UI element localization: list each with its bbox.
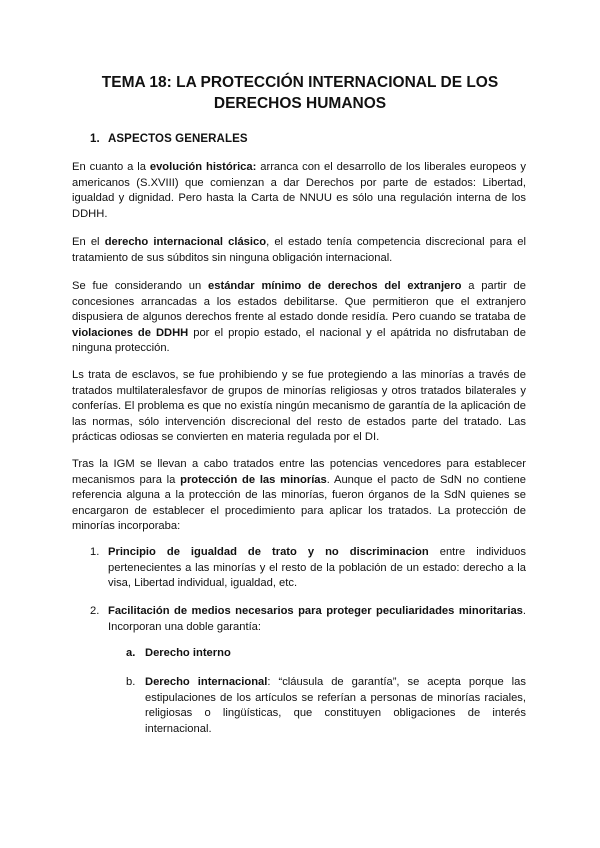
text-run: En cuanto a la xyxy=(72,161,150,173)
text-run: . Aunque el pacto de SdN no contiene referencia alguna a la protección de las minorías, fueron órganos de la SdN quienes se encargaron de establecer el procedimiento para aplicar los tratados. La protección de minorías incorporaba: xyxy=(72,473,526,533)
list-item xyxy=(90,545,526,592)
text-run: entre individuos pertenecientes a las minorías y el resto de la población de un estado: derecho a la visa, Libertad individual, igualdad, etc. xyxy=(108,546,526,590)
section-heading xyxy=(90,133,248,145)
bold-term: Derecho interno xyxy=(145,647,231,659)
text-run: , el estado tenía competencia discrecional para el tratamiento de sus súbditos sin ninguna obligación internacional. xyxy=(72,236,526,264)
bold-term: Derecho internacional xyxy=(145,676,268,688)
paragraph-derecho-clasico xyxy=(72,235,526,266)
list-marker: b. xyxy=(126,676,136,688)
list-item xyxy=(90,604,526,635)
bold-term: derecho internacional clásico xyxy=(104,236,267,248)
text-run: arranca con el desarrollo de los liberales europeos y americanos (S.XVIII) que comienzan a dar Derechos por parte de estados: Libertad, igualdad y dignidad. Pero hasta la Carta de NNUU es sólo una regulación interna de los DDHH. xyxy=(72,161,526,220)
page-title xyxy=(60,72,540,114)
bold-term: violaciones de DDHH xyxy=(72,326,189,339)
text-run: por el propio estado, el nacional y el apátrida no disfrutaban de ninguna protección. xyxy=(72,326,526,355)
list-marker: 1. xyxy=(90,546,100,558)
text-run: Se fue considerando un xyxy=(72,280,209,292)
paragraph-esclavos xyxy=(72,368,526,446)
title-line-2: DERECHOS HUMANOS xyxy=(213,95,387,112)
title-line-1: TEMA 18: LA PROTECCIÓN INTERNACIONAL DE LOS xyxy=(101,74,499,91)
list-marker: a. xyxy=(126,647,136,659)
paragraph-evolucion xyxy=(72,160,526,222)
paragraph-proteccion-minorias xyxy=(72,457,526,535)
section-label: ASPECTOS GENERALES xyxy=(108,133,248,145)
paragraph-estandar-minimo xyxy=(72,279,526,357)
section-number: 1. xyxy=(90,133,100,145)
bold-term: estándar mínimo de derechos del extranjero xyxy=(208,280,462,292)
text-run: a partir de concesiones arrancadas a los estados debilitarse. Que permitieron que el extranjero dispusiera de algunos derechos frente al estado donde residía. Pero cuando se trataba de xyxy=(72,280,526,324)
sublist-item xyxy=(126,675,526,737)
bold-term: Principio de igualdad de trato y no discriminacion xyxy=(108,546,429,558)
bold-term: evolución histórica: xyxy=(149,161,257,173)
text-run: En el xyxy=(72,236,105,248)
text-run: Tras la IGM se llevan a cabo tratados entre las potencias vencedores para establecer mecanismos para la xyxy=(72,458,526,486)
bold-term: protección de las minorías xyxy=(180,473,327,486)
list-marker: 2. xyxy=(90,605,100,617)
text-run: : “cláusula de garantía”, se acepta porque las estipulaciones de los artículos se referían a personas de minorías raciales, religiosas o lingüísticas, que constituyen obligaciones de interés internacional. xyxy=(145,676,526,735)
sublist-item xyxy=(126,646,526,662)
text-run: Ls trata de esclavos, se fue prohibiendo y se fue protegiendo a las minorías a través de tratados multilateralesfavor de grupos de minorías religiosas y otros tratados bilaterales y conferías. El problema es que no existía ningún mecanismo de garantía de la aplicación de las normas, sólo intervención discrecional del resto de estados parte del tratado. Las prácticas odiosas se convierten en materia regulada por el DI. xyxy=(72,369,526,444)
bold-term: Facilitación de medios necesarios para proteger peculiaridades minoritarias xyxy=(108,605,523,617)
text-run: . Incorporan una doble garantía: xyxy=(108,605,526,633)
